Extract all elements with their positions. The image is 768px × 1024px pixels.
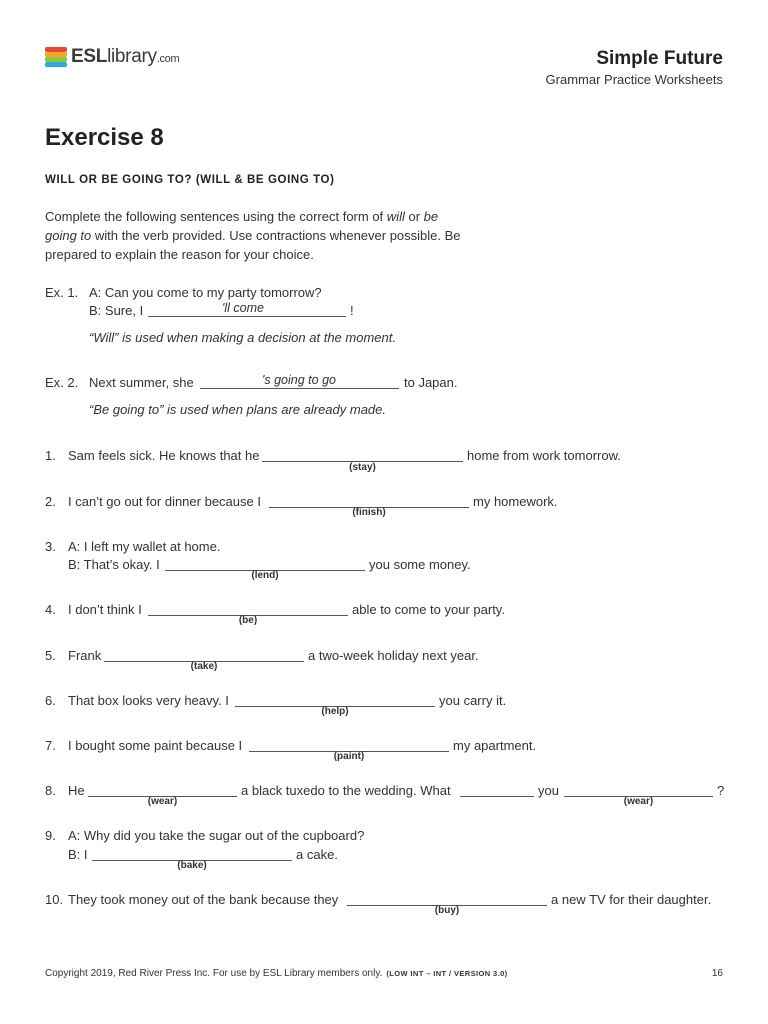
- verb-hint: (finish): [352, 507, 386, 518]
- question-text: a cake.: [296, 847, 338, 862]
- answer-line: [200, 388, 399, 389]
- question-end: ?: [717, 783, 725, 798]
- exercise-subtitle: WILL OR BE GOING TO? (WILL & BE GOING TO): [45, 174, 335, 186]
- question-number: 6.: [45, 693, 56, 708]
- example-end: !: [350, 303, 354, 318]
- question-text: a two-week holiday next year.: [308, 648, 479, 663]
- verb-hint: (paint): [333, 751, 365, 762]
- question-text: my homework.: [473, 494, 558, 509]
- example-line-a: A: Can you come to my party tomorrow?: [89, 285, 322, 300]
- question-number: 10.: [45, 892, 64, 907]
- verb-hint: (be): [238, 615, 258, 626]
- question-line-b: B: That’s okay. I: [68, 557, 160, 572]
- example-answer: 'll come: [222, 301, 264, 315]
- page-number: 16: [711, 968, 723, 979]
- copyright-footer: Copyright 2019, Red River Press Inc. For use by ESL Library members only. (LOW INT – INT / VERSION 3.0): [45, 968, 508, 979]
- question-text: I bought some paint because I: [68, 738, 243, 753]
- question-text: home from work tomorrow.: [467, 448, 621, 463]
- example-text: Next summer, she: [89, 375, 194, 390]
- question-number: 2.: [45, 494, 56, 509]
- question-line-a: A: Why did you take the sugar out of the cupboard?: [68, 828, 365, 843]
- example-line-b: B: Sure, I: [89, 303, 144, 318]
- question-text: a new TV for their daughter.: [551, 892, 712, 907]
- question-text: They took money out of the bank because they: [68, 892, 339, 907]
- verb-hint: (buy): [434, 905, 460, 916]
- verb-hint: (help): [321, 706, 349, 717]
- verb-hint: (wear): [147, 796, 178, 807]
- example-answer: 's going to go: [262, 373, 336, 387]
- verb-hint: (stay): [349, 462, 376, 473]
- question-number: 9.: [45, 828, 56, 843]
- example-label: Ex. 1.: [45, 285, 79, 300]
- book-stack-icon: [45, 46, 67, 68]
- question-text: Frank: [68, 648, 102, 663]
- question-text: my apartment.: [453, 738, 537, 753]
- question-text: I don’t think I: [68, 602, 142, 617]
- question-line-a: A: I left my wallet at home.: [68, 539, 221, 554]
- answer-line: [148, 316, 346, 317]
- instructions: Complete the following sentences using the correct form of will or be going to with the verb provided. Use contractions whenever possible. Be prepared to explain the reason for your choice.: [45, 209, 461, 262]
- example-note: “Be going to” is used when plans are already made.: [89, 402, 387, 417]
- logo-text: ESLlibrary.com: [71, 46, 180, 67]
- question-text: you: [538, 783, 559, 798]
- question-text: Sam feels sick. He knows that he: [68, 448, 260, 463]
- example-label: Ex. 2.: [45, 375, 79, 390]
- question-text: I can’t go out for dinner because I: [68, 494, 261, 509]
- question-number: 8.: [45, 783, 56, 798]
- verb-hint: (wear): [623, 796, 654, 807]
- verb-hint: (take): [190, 661, 218, 672]
- question-text: He: [68, 783, 85, 798]
- worksheet-topic: Simple Future: [596, 48, 723, 69]
- exercise-title: Exercise 8: [45, 124, 164, 151]
- question-number: 5.: [45, 648, 56, 663]
- eslibrary-logo: [45, 46, 179, 68]
- question-number: 4.: [45, 602, 56, 617]
- example-text: to Japan.: [404, 375, 458, 390]
- example-note: “Will” is used when making a decision at the moment.: [89, 330, 396, 345]
- question-line-b: B: I: [68, 847, 88, 862]
- question-number: 1.: [45, 448, 56, 463]
- verb-hint: (lend): [251, 570, 279, 581]
- question-text: you carry it.: [439, 693, 507, 708]
- verb-hint: (bake): [177, 860, 207, 871]
- worksheet-series: Grammar Practice Worksheets: [545, 72, 723, 87]
- question-text: able to come to your party.: [352, 602, 505, 617]
- question-text: you some money.: [369, 557, 471, 572]
- question-text: a black tuxedo to the wedding. What: [241, 783, 451, 798]
- question-text: That box looks very heavy. I: [68, 693, 229, 708]
- question-number: 7.: [45, 738, 56, 753]
- question-number: 3.: [45, 539, 56, 554]
- answer-blank[interactable]: [460, 796, 534, 797]
